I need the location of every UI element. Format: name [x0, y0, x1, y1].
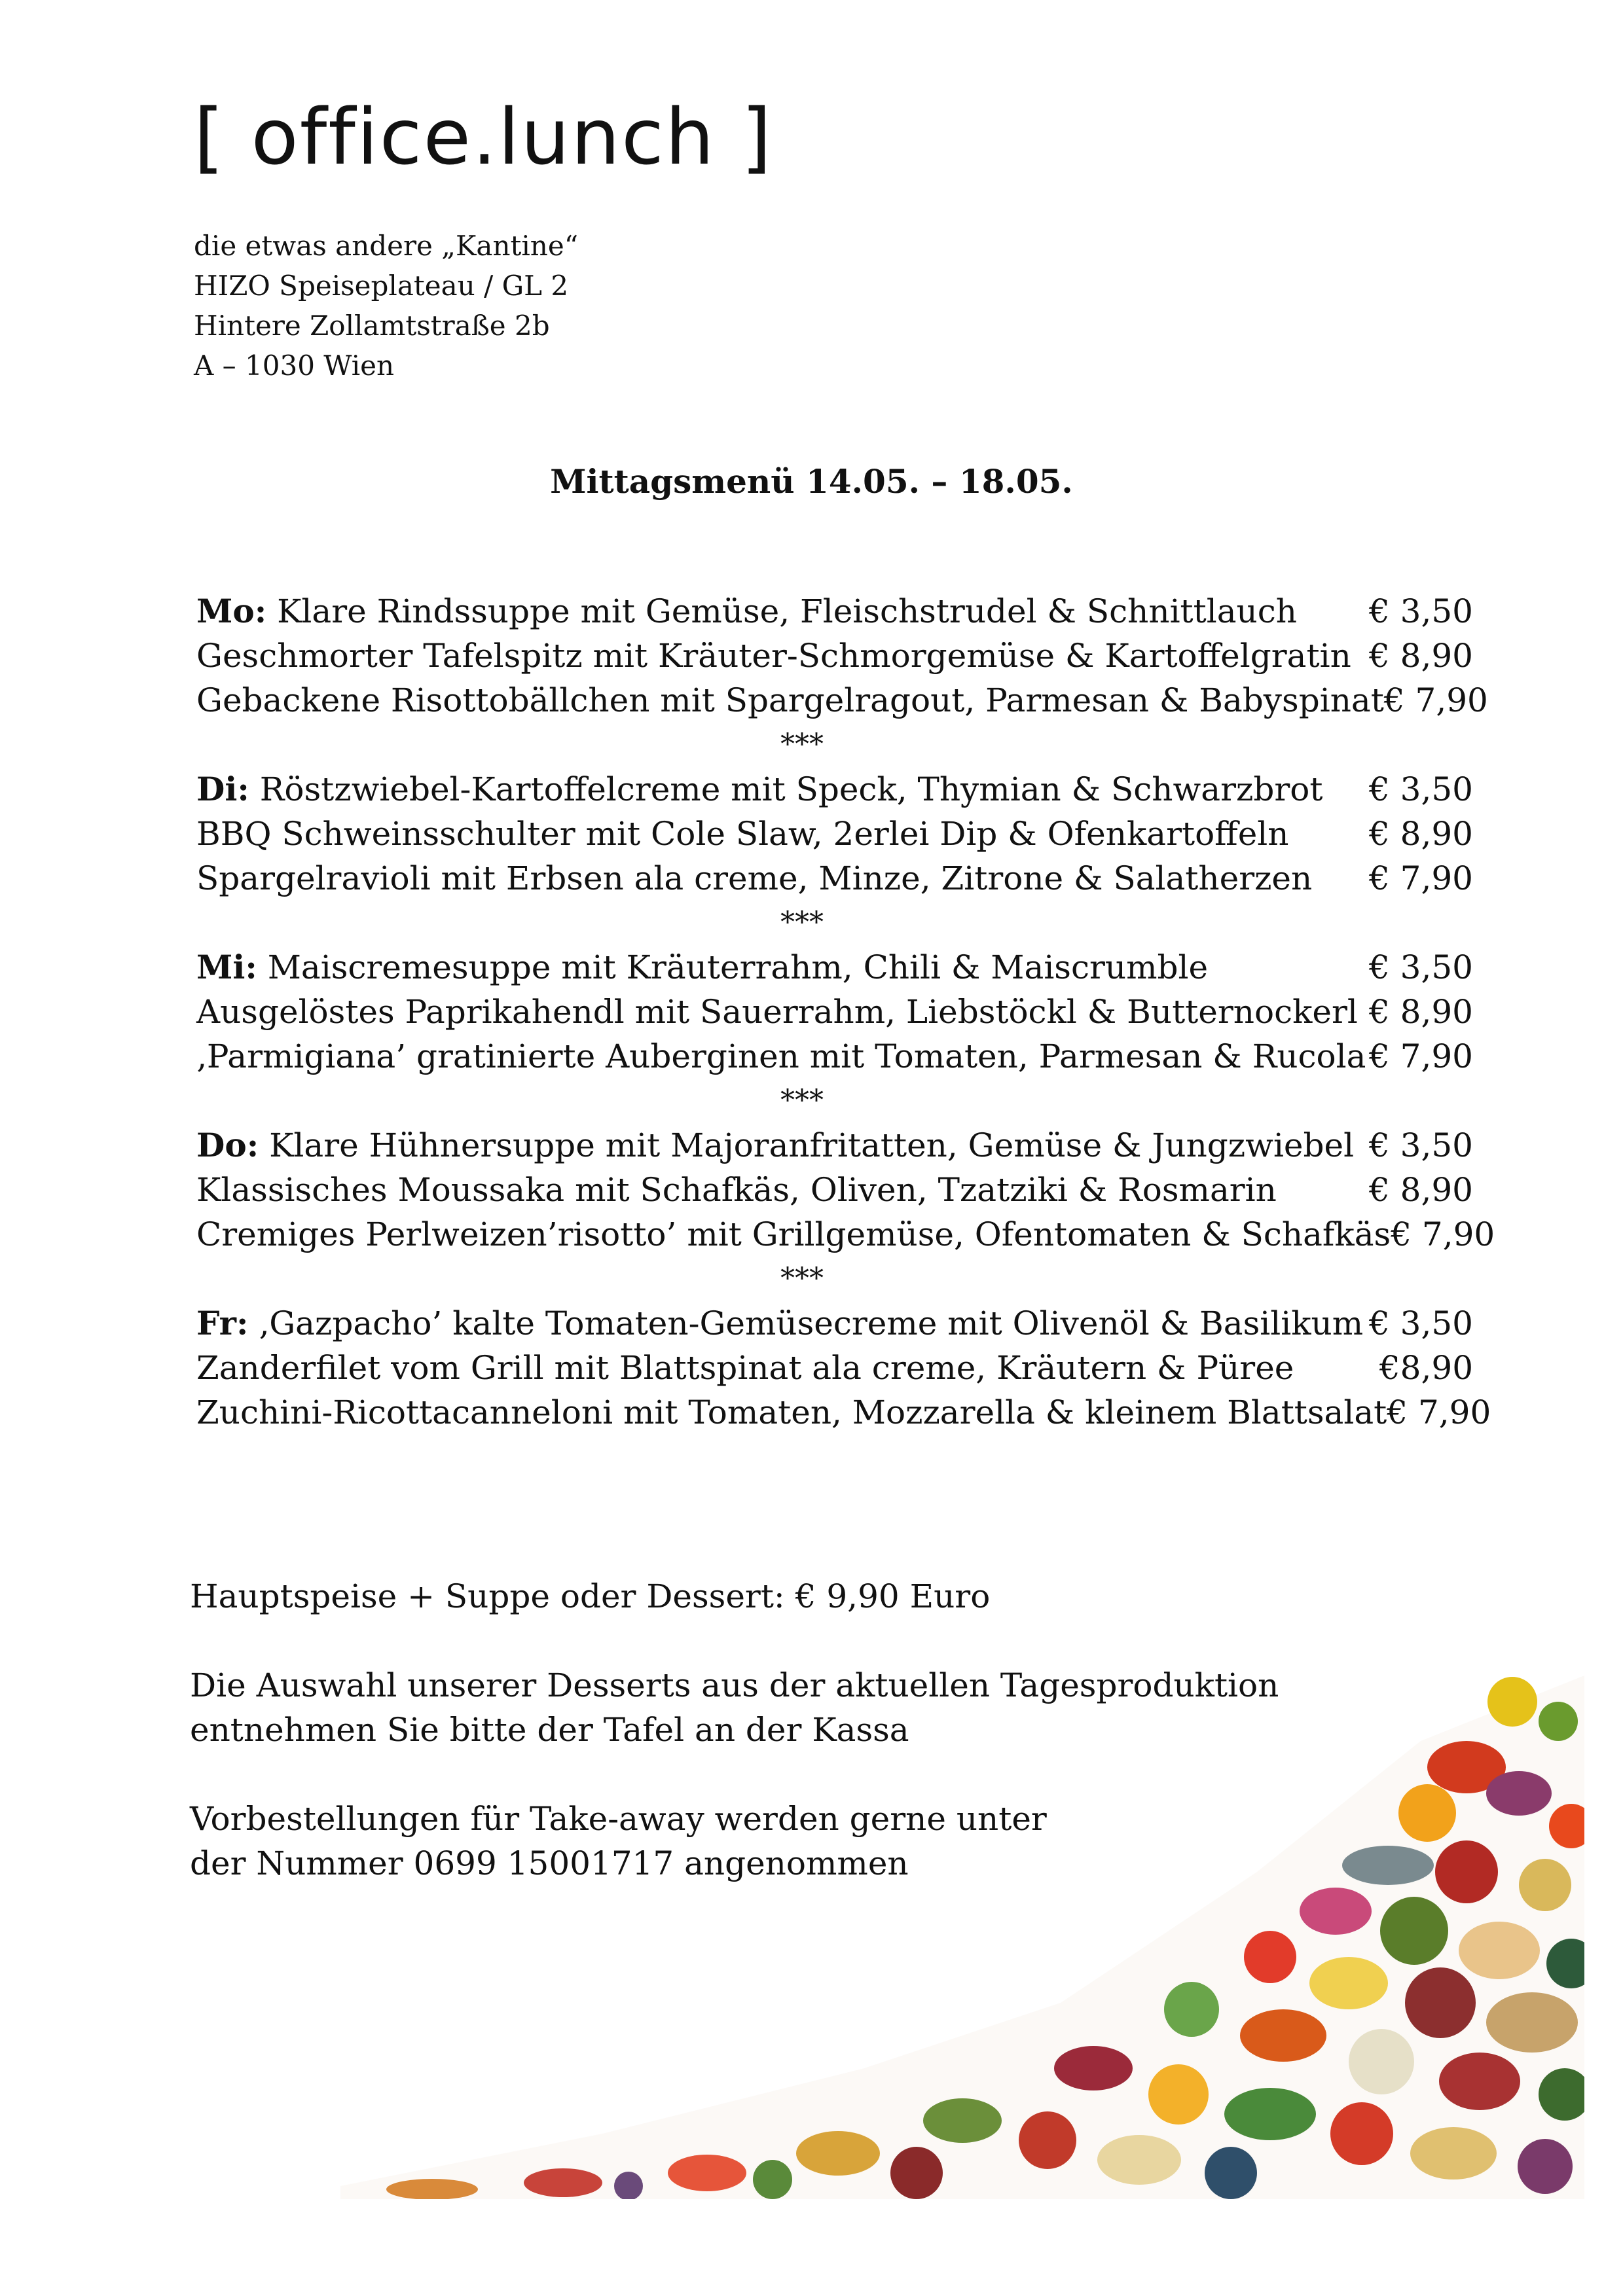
day-block-do [196, 1123, 1495, 1301]
dish-row [196, 634, 1473, 678]
dish-price: € 7,90 [1368, 1037, 1473, 1075]
dish-row [196, 812, 1473, 856]
dish-name: Klare Hühnersuppe mit Majoranfritatten, Gemüse & Jungzwiebel [269, 1126, 1355, 1164]
dish-name: Spargelravioli mit Erbsen ala creme, Minze, Zitrone & Salatherzen [196, 859, 1313, 897]
address-line: Hintere Zollamtstraße 2b [194, 310, 550, 342]
dish-price: € 8,90 [1368, 1171, 1473, 1209]
dish-name: Röstzwiebel-Kartoffelcreme mit Speck, Thymian & Schwarzbrot [259, 770, 1323, 808]
day-label: Mo: [196, 592, 267, 630]
dish-row [196, 1123, 1473, 1168]
dish-row [196, 1301, 1473, 1346]
logo: [ office.lunch ] [194, 92, 773, 182]
dish-name: Cremiges Perlweizen’risotto’ mit Grillgemüse, Ofentomaten & Schafkäs [196, 1215, 1391, 1253]
day-label: Do: [196, 1126, 259, 1164]
dish-row [196, 589, 1473, 634]
day-block-fr [196, 1301, 1491, 1435]
day-label: Fr: [196, 1304, 249, 1342]
menu-list [196, 589, 1495, 1435]
dish-row [196, 678, 1488, 723]
dish-price: € 7,90 [1383, 681, 1488, 719]
dish-price: € 8,90 [1368, 815, 1473, 853]
address-block [194, 226, 578, 386]
separator: *** [780, 728, 824, 761]
dish-row [196, 1034, 1473, 1079]
dish-price: € 8,90 [1368, 637, 1473, 675]
dish-price: € 8,90 [1368, 993, 1473, 1031]
dish-name: ‚Gazpacho’ kalte Tomaten-Gemüsecreme mit Olivenöl & Basilikum [259, 1304, 1364, 1342]
dish-name: Geschmorter Tafelspitz mit Kräuter-Schmorgemüse & Kartoffelgratin [196, 637, 1351, 675]
dish-price: €8,90 [1379, 1349, 1473, 1387]
dish-name: Ausgelöstes Paprikahendl mit Sauerrahm, Liebstöckl & Butternockerl [196, 993, 1358, 1031]
dish-price: € 3,50 [1368, 770, 1473, 808]
dish-row [196, 1212, 1495, 1257]
dish-price: € 7,90 [1391, 1215, 1495, 1253]
dish-name: Zuchini-Ricottacanneloni mit Tomaten, Mozzarella & kleinem Blattsalat [196, 1393, 1387, 1431]
dish-price: € 3,50 [1368, 592, 1473, 630]
dish-name: Maiscremesuppe mit Kräuterrahm, Chili & Maiscrumble [267, 948, 1209, 986]
dish-price: € 3,50 [1368, 948, 1473, 986]
dish-name: Gebackene Risottobällchen mit Spargelragout, Parmesan & Babyspinat [196, 681, 1384, 719]
address-line: die etwas andere „Kantine“ [194, 230, 579, 262]
dish-name: BBQ Schweinsschulter mit Cole Slaw, 2erlei Dip & Ofenkartoffeln [196, 815, 1289, 853]
day-block-mo [196, 589, 1488, 767]
combo-offer: Hauptspeise + Suppe oder Dessert: € 9,90 Euro [190, 1577, 991, 1615]
dish-row [196, 945, 1473, 990]
dish-name: Zanderfilet vom Grill mit Blattspinat ala creme, Kräutern & Püree [196, 1349, 1294, 1387]
dish-price: € 3,50 [1368, 1126, 1473, 1164]
separator: *** [780, 1262, 824, 1295]
dessert-note: Die Auswahl unserer Desserts aus der aktuellen Tagesproduktion entnehmen Sie bitte der Tafel an der Kassa [190, 1666, 1279, 1749]
dish-row [196, 856, 1473, 901]
vegetable-collage-image [340, 1676, 1584, 2199]
dish-name: ‚Parmigiana’ gratinierte Auberginen mit Tomaten, Parmesan & Rucola [196, 1037, 1366, 1075]
day-block-mi [196, 945, 1473, 1123]
menu-title: Mittagsmenü 14.05. – 18.05. [550, 462, 1073, 501]
dish-price: € 7,90 [1387, 1393, 1491, 1431]
day-label: Di: [196, 770, 249, 808]
dish-row [196, 990, 1473, 1034]
separator: *** [780, 1084, 824, 1117]
day-block-di [196, 767, 1473, 945]
dish-price: € 3,50 [1368, 1304, 1473, 1342]
dish-row [196, 767, 1473, 812]
separator: *** [780, 906, 824, 939]
address-line: A – 1030 Wien [194, 350, 395, 382]
dish-row [196, 1390, 1491, 1435]
address-line: HIZO Speiseplateau / GL 2 [194, 270, 569, 302]
dish-name: Klassisches Moussaka mit Schafkäs, Oliven, Tzatziki & Rosmarin [196, 1171, 1277, 1209]
dish-row [196, 1168, 1473, 1212]
dish-price: € 7,90 [1368, 859, 1473, 897]
dish-name: Klare Rindssuppe mit Gemüse, Fleischstrudel & Schnittlauch [277, 592, 1297, 630]
takeaway-note: Vorbestellungen für Take-away werden gerne unter der Nummer 0699 15001717 angenommen [190, 1800, 1047, 1882]
day-label: Mi: [196, 948, 257, 986]
dish-row [196, 1346, 1473, 1390]
